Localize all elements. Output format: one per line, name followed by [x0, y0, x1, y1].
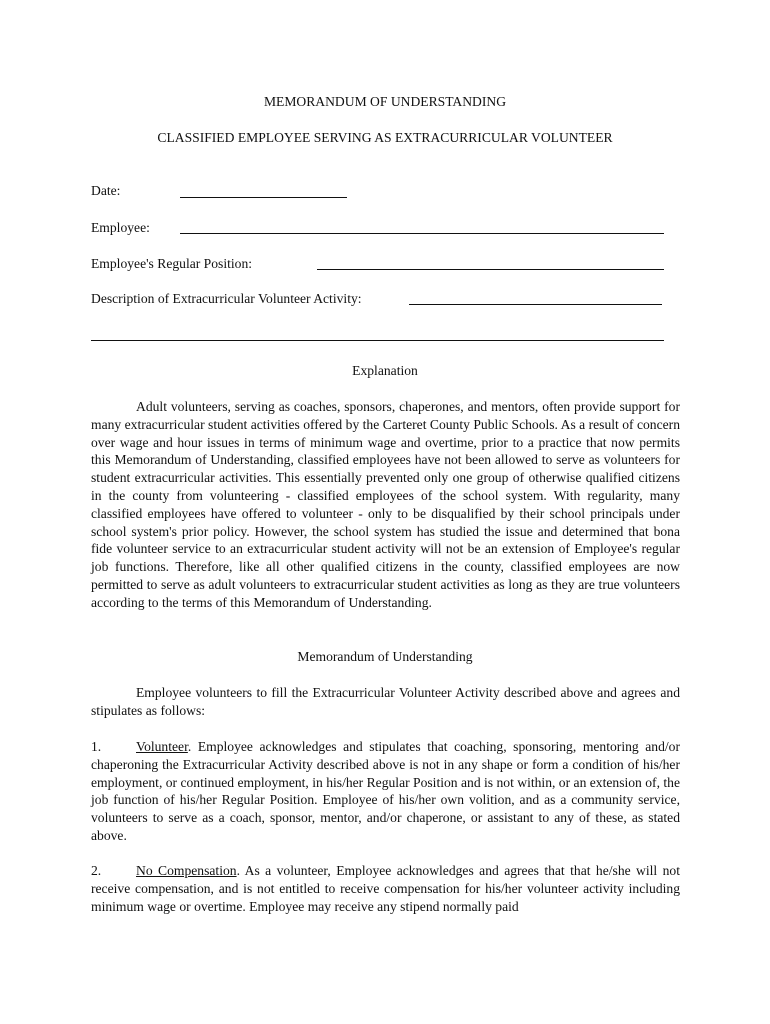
employee-label: Employee: [91, 220, 150, 235]
document-title: MEMORANDUM OF UNDERSTANDING [263, 94, 507, 109]
clause-text: . As a volunteer, Employee acknowledges and agrees that that he/she will not receive compensation, and is not entitled to receive compensation for his/her volunteer activity including minimum wage or overtime. Employee may receive any stipend normally paid [91, 863, 680, 914]
clause-volunteer [91, 738, 680, 845]
clause-number: 1. [91, 739, 102, 754]
regular-position-label: Employee's Regular Position: [91, 256, 253, 271]
memorandum-intro: Employee volunteers to fill the Extracurricular Volunteer Activity described above and agrees and stipulates as follows: [91, 685, 680, 718]
activity-description-label: Description of Extracurricular Volunteer Activity: [91, 291, 362, 306]
date-field[interactable] [180, 197, 347, 198]
clause-no-compensation [91, 862, 680, 915]
clause-title: No Compensation [136, 863, 237, 878]
explanation-heading: Explanation [352, 363, 418, 378]
date-label: Date: [91, 183, 121, 198]
explanation-paragraph: Adult volunteers, serving as coaches, sponsors, chaperones, and mentors, often provide support for many extracurricular student activities offered by the Carteret County Public Schools. As a result of concern over wage and hour issues in terms of minimum wage and overtime, prior to a practice that now permits this Memorandum of Understanding, classified employees have not been allowed to serve as volunteers for student extracurricular activities. This essentially prevented only one group of otherwise qualified citizens in the county from volunteering - classified employees of the school system. With regularity, many classified employees have offered to volunteer - only to be disqualified by their school principals under school system's prior policy. However, the school system has studied the issue and determined that bona fide volunteer service to an extracurricular student activity will not be an extension of Employee's regular job functions. Therefore, like all other qualified citizens in the county, classified employees are now permitted to serve as adult volunteers to extracurricular student activities as long as they are true volunteers according to the terms of this Memorandum of Understanding. [91, 399, 680, 610]
activity-description-field[interactable] [409, 304, 662, 305]
clause-number: 2. [91, 863, 102, 878]
document-subtitle: CLASSIFIED EMPLOYEE SERVING AS EXTRACURRICULAR VOLUNTEER [157, 130, 613, 145]
employee-field[interactable] [180, 233, 664, 234]
clause-text: . Employee acknowledges and stipulates that coaching, sponsoring, mentoring and/or chaperoning the Extracurricular Activity described above is not in any shape or form a condition of his/her employment, or continued employment, in his/her Regular Position and is not within, or an extension of, the job function of his/her Regular Position. Employee of his/her own volition, and as a community service, volunteers to serve as a coach, sponsor, mentor, and/or chaperone, or assistant to any of these, as stated above. [91, 739, 680, 843]
regular-position-field[interactable] [317, 269, 664, 270]
clause-title: Volunteer [136, 739, 188, 754]
memorandum-heading: Memorandum of Understanding [297, 649, 473, 664]
activity-description-field-continued[interactable] [91, 340, 664, 341]
